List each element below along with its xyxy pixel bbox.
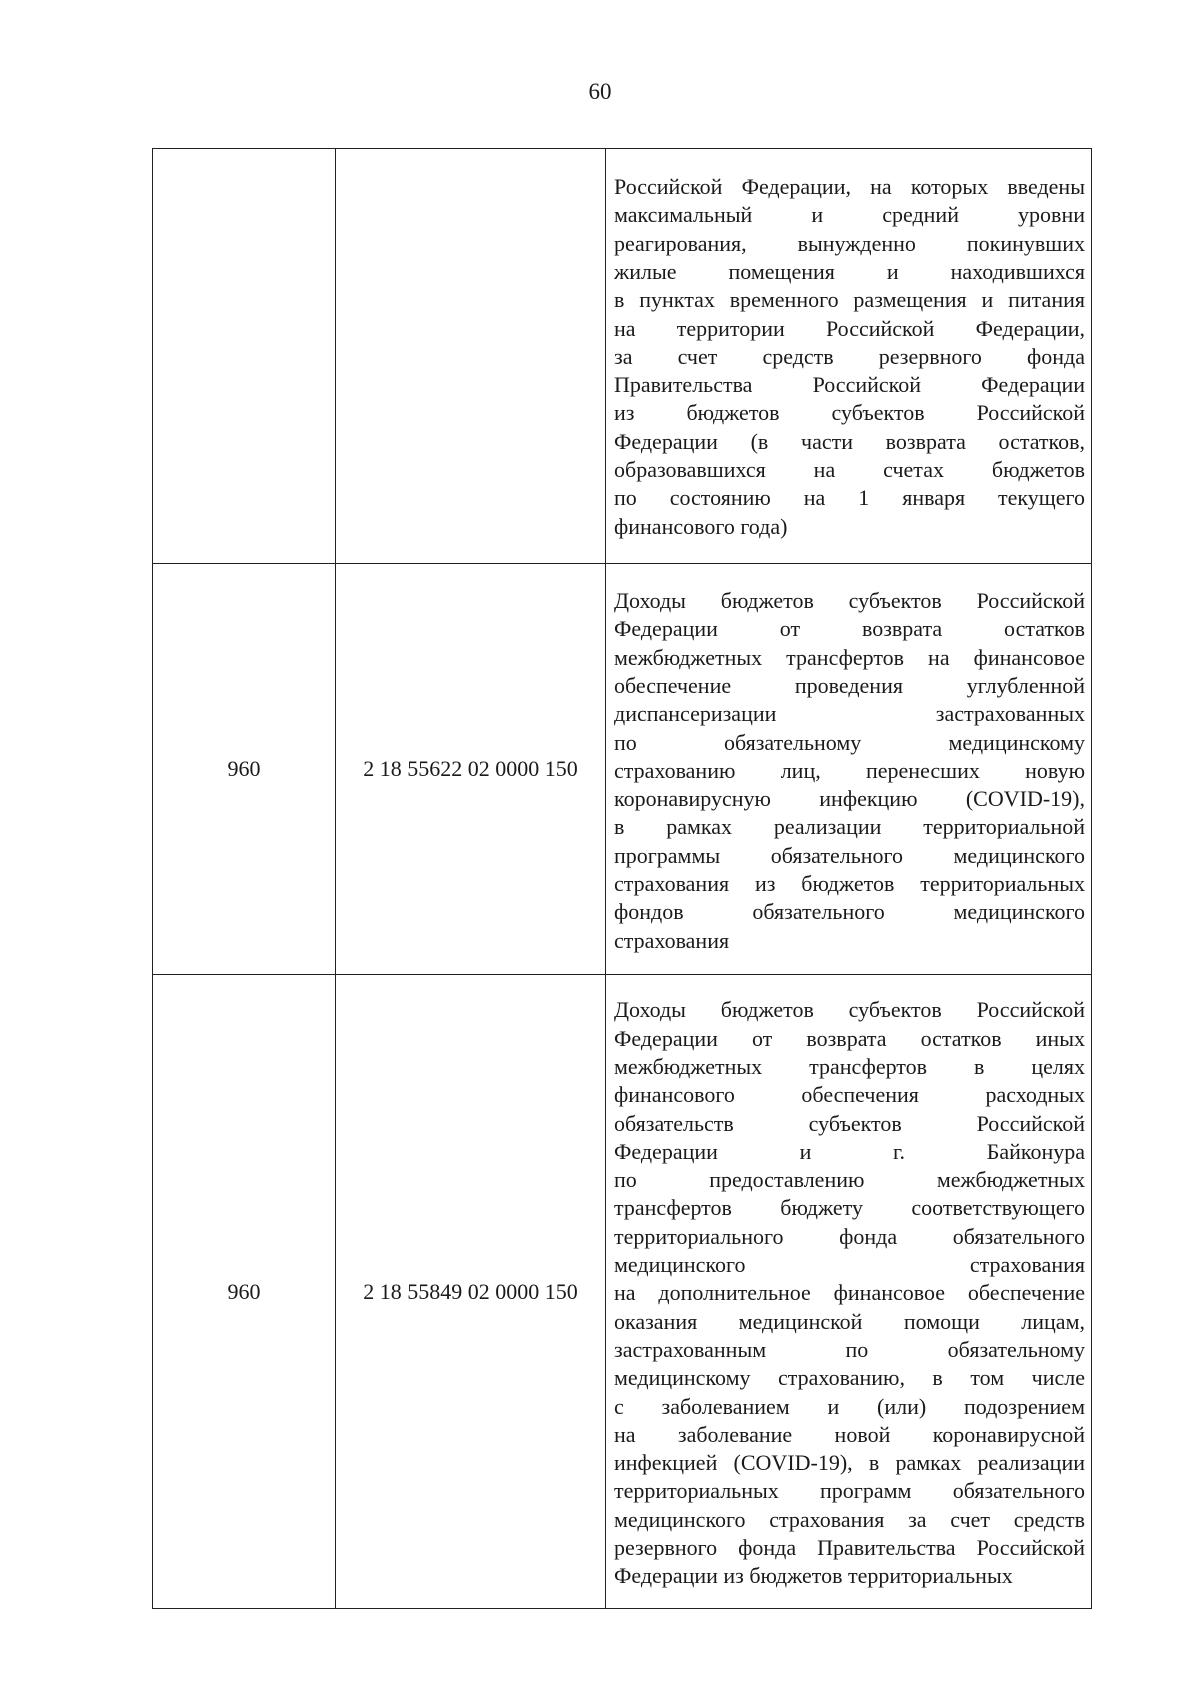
description-line: трансфертов бюджету соответствующего [614,1195,1085,1221]
description-line: Доходы бюджетов субъектов Российской [614,588,1085,614]
budget-codes-table [152,148,1092,1609]
description-line: из бюджетов субъектов Российской [614,400,1085,426]
description-line: застрахованным по обязательному [614,1336,1085,1362]
description-line: с заболеванием и (или) подозрением [614,1393,1085,1419]
description-line: межбюджетных трансфертов в целях [614,1053,1085,1079]
admin-code-cell: 960 [153,975,336,1609]
description-line: обязательств субъектов Российской [614,1110,1085,1136]
description-line: реагирования, вынужденно покинувших [614,230,1085,256]
description-line: на заболевание новой коронавирусной [614,1421,1085,1447]
description-line: по состоянию на 1 января текущего [614,485,1085,511]
description-line: финансового года) [614,513,788,539]
description-line: резервного фонда Правительства Российской [614,1535,1085,1561]
description-line: фондов обязательного медицинского [614,899,1085,925]
description-cell [606,149,1092,564]
description-line: медицинскому страхованию, в том числе [614,1365,1085,1391]
description-line: межбюджетных трансфертов на финансовое [614,644,1085,670]
description-line: максимальный и средний уровни [614,202,1085,228]
description-line: диспансеризации застрахованных [614,701,1085,727]
description-line: страхования [614,927,730,953]
description-line: Федерации от возврата остатков [614,616,1085,642]
description-line: коронавирусную инфекцию (COVID-19), [614,786,1085,812]
description-line: образовавшихся на счетах бюджетов [614,457,1085,483]
admin-code-cell [153,149,336,564]
table-row [153,149,1092,564]
description-line: в рамках реализации территориальной [614,814,1085,840]
description-line: в пунктах временного размещения и питания [614,287,1085,313]
description-line: на дополнительное финансовое обеспечение [614,1280,1085,1306]
description-line: страхованию лиц, перенесших новую [614,757,1085,783]
kbk-code-cell [336,149,606,564]
description-line: медицинского страхования за счет средств [614,1506,1085,1532]
admin-code-cell: 960 [153,564,336,975]
description-line: финансового обеспечения расходных [614,1082,1085,1108]
description-line: Федерации из бюджетов территориальных [614,1563,1013,1589]
description-line: медицинского страхования [614,1252,1085,1278]
description-line: жилые помещения и находившихся [614,258,1085,284]
description-line: за счет средств резервного фонда [614,343,1085,369]
description-line: обеспечение проведения углубленной [614,672,1085,698]
description-cell [606,564,1092,975]
description-line: оказания медицинской помощи лицам, [614,1308,1085,1334]
description-cell [606,975,1092,1609]
description-line: страхования из бюджетов территориальных [614,871,1085,897]
description-line: Федерации и г. Байконура [614,1138,1085,1164]
table-row [153,564,1092,975]
description-line: Российской Федерации, на которых введены [614,174,1085,200]
description-line: Правительства Российской Федерации [614,372,1085,398]
kbk-code-cell: 2 18 55622 02 0000 150 [336,564,606,975]
table-row [153,975,1092,1609]
description-line: по обязательному медицинскому [614,729,1085,755]
kbk-code-cell: 2 18 55849 02 0000 150 [336,975,606,1609]
description-line: Федерации от возврата остатков иных [614,1025,1085,1051]
description-line: программы обязательного медицинского [614,842,1085,868]
description-line: на территории Российской Федерации, [614,315,1085,341]
description-line: Федерации (в части возврата остатков, [614,428,1085,454]
description-line: Доходы бюджетов субъектов Российской [614,997,1085,1023]
page-number: 60 [588,79,612,104]
description-line: территориального фонда обязательного [614,1223,1085,1249]
description-line: территориальных программ обязательного [614,1478,1085,1504]
description-line: по предоставлению межбюджетных [614,1167,1085,1193]
description-line: инфекцией (COVID-19), в рамках реализации [614,1450,1085,1476]
